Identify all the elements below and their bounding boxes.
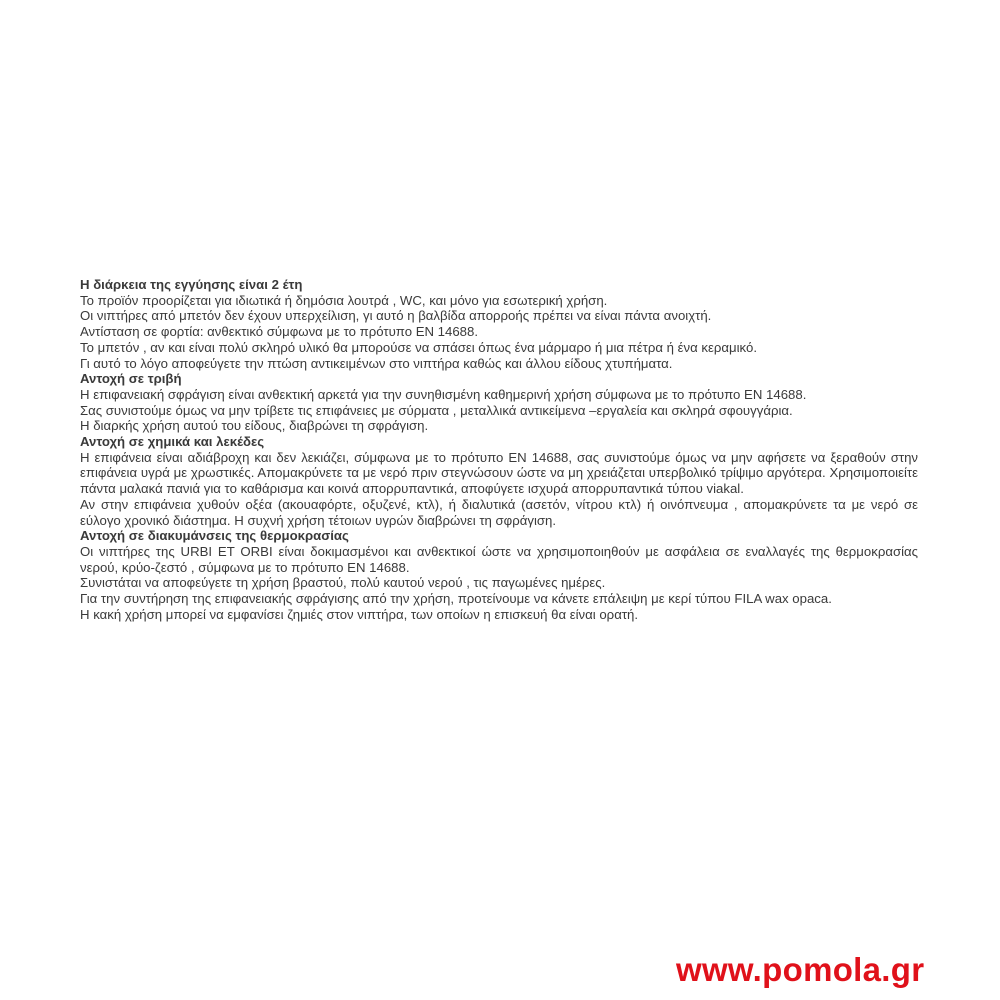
chemicals-paragraph: Η επιφάνεια είναι αδιάβροχη και δεν λεκιάζει, σύμφωνα με το πρότυπο EN 14688, σας συνιστούμε όμως να μην αφήσετε να ξεραθούν στην επιφάνεια υγρά με χρωστικές. Απομακρύνετε τα με νερό πριν στεγνώσουν ώστε να μη χρειάζεται υπερβολικό τρίψιμο αργότερα. Χρησιμοποιείτε πάντα μαλακά πανιά για το καθάρισμα και κοινά απορρυπαντικά, αποφύγετε ισχυρά απορρυπαντικά τύπου viakal. — [80, 449, 918, 497]
intro-line: Αντίσταση σε φορτία: ανθεκτικό σύμφωνα με το πρότυπο EN 14688. — [80, 324, 479, 340]
friction-heading: Αντοχή σε τριβή — [80, 371, 182, 387]
temperature-paragraph: Οι νιπτήρες της URBI ET ORBI είναι δοκιμασμένοι και ανθεκτικοί ώστε να χρησιμοποιηθούν με ασφάλεια σε εναλλαγές της θερμοκρασίας νερού, κρύο-ζεστό , σύμφωνα με το πρότυπο EN 14688. — [80, 543, 918, 575]
intro-line: Γι αυτό το λόγο αποφεύγετε την πτώση αντικειμένων στο νιπτήρα καθώς και άλλου είδους χτυπήματα. — [80, 355, 673, 371]
brand-url: www.pomola.gr — [676, 951, 925, 988]
intro-line: Το προϊόν προορίζεται για ιδιωτικά ή δημόσια λουτρά , WC, και μόνο για εσωτερική χρήση. — [80, 292, 608, 308]
intro-line: Οι νιπτήρες από μπετόν δεν έχουν υπερχείλιση, γι αυτό η βαλβίδα απορροής πρέπει να είναι πάντα ανοιχτή. — [80, 308, 712, 324]
chemicals-heading: Αντοχή σε χημικά και λεκέδες — [80, 434, 265, 450]
chemicals-paragraph: Αν στην επιφάνεια χυθούν οξέα (ακουαφόρτε, οξυζενέ, κτλ), ή διαλυτικά (ασετόν, νίτρου κτλ) ή οινόπνευμα , απομακρύνετε τα με νερό σε εύλογο χρονικό διάστημα. Η συχνή χρήση τέτοιων υγρών διαβρώνει τη σφράγιση. — [80, 496, 918, 528]
friction-line: Σας συνιστούμε όμως να μην τρίβετε τις επιφάνειες με σύρματα , μεταλλικά αντικείμενα –εργαλεία και σκληρά σφουγγάρια. — [80, 402, 793, 418]
temperature-line: Για την συντήρηση της επιφανειακής σφράγισης από την χρήση, προτείνουμε να κάνετε επάλειψη με κερί τύπου FILA wax opaca. — [80, 591, 832, 607]
friction-line: Η διαρκής χρήση αυτού του είδους, διαβρώνει τη σφράγιση. — [80, 418, 429, 434]
intro-line: Το μπετόν , αν και είναι πολύ σκληρό υλικό θα μπορούσε να σπάσει όπως ένα μάρμαρο ή μια πέτρα ή ένα κεραμικό. — [80, 339, 757, 355]
temperature-heading: Αντοχή σε διακυμάνσεις της θερμοκρασίας — [80, 528, 349, 544]
friction-line: Η επιφανειακή σφράγιση είναι ανθεκτική αρκετά για την συνηθισμένη καθημερινή χρήση σύμφωνα με το πρότυπο EN 14688. — [80, 386, 807, 402]
temperature-line: Η κακή χρήση μπορεί να εμφανίσει ζημιές στον νιπτήρα, των οποίων η επισκευή θα είναι ορατή. — [80, 606, 639, 622]
document-body — [80, 277, 918, 622]
warranty-heading: Η διάρκεια της εγγύησης είναι 2 έτη — [80, 277, 303, 292]
temperature-line: Συνιστάται να αποφεύγετε τη χρήση βραστού, πολύ καυτού νερού , τις παγωμένες ημέρες. — [80, 575, 606, 591]
